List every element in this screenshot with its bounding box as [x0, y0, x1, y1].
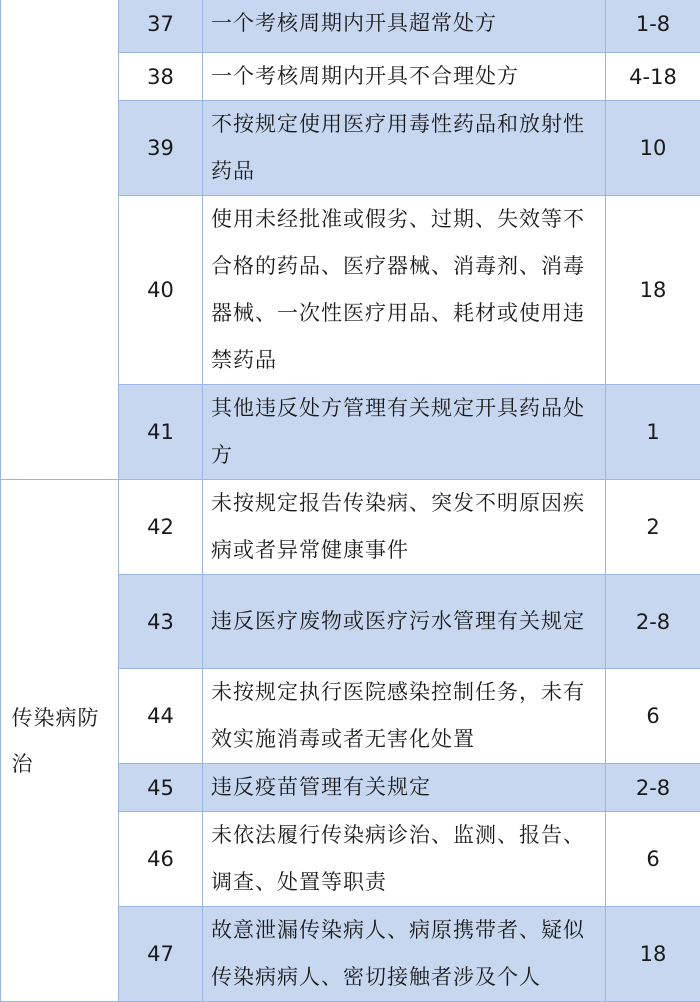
row-number: 44 — [119, 669, 203, 764]
row-score: 1-8 — [606, 0, 700, 53]
row-score: 2 — [606, 480, 700, 575]
category-cell — [1, 480, 119, 1002]
row-score: 18 — [606, 196, 700, 385]
row-description: 一个考核周期内开具不合理处方 — [203, 53, 606, 101]
row-description: 未依法履行传染病诊治、监测、报告、调查、处置等职责 — [203, 812, 606, 907]
row-score: 10 — [606, 101, 700, 196]
row-number: 47 — [119, 907, 203, 1002]
row-number: 38 — [119, 53, 203, 101]
row-number: 46 — [119, 812, 203, 907]
category-cell-previous — [1, 0, 119, 480]
row-score: 6 — [606, 669, 700, 764]
row-number: 37 — [119, 0, 203, 53]
row-description: 一个考核周期内开具超常处方 — [203, 0, 606, 53]
row-number: 41 — [119, 385, 203, 480]
row-number: 42 — [119, 480, 203, 575]
row-number: 43 — [119, 575, 203, 669]
table-row — [1, 0, 700, 53]
row-score: 1 — [606, 385, 700, 480]
row-number: 45 — [119, 764, 203, 812]
row-description: 违反疫苗管理有关规定 — [203, 764, 606, 812]
row-score: 6 — [606, 812, 700, 907]
category-label: 传染病防治 — [8, 695, 112, 787]
row-description: 未按规定执行医院感染控制任务，未有效实施消毒或者无害化处置 — [203, 669, 606, 764]
row-score: 4-18 — [606, 53, 700, 101]
row-description: 违反医疗废物或医疗污水管理有关规定 — [203, 575, 606, 669]
row-score: 2-8 — [606, 764, 700, 812]
row-score: 18 — [606, 907, 700, 1002]
table-row — [1, 480, 700, 575]
row-description: 其他违反处方管理有关规定开具药品处方 — [203, 385, 606, 480]
row-score: 2-8 — [606, 575, 700, 669]
row-number: 39 — [119, 101, 203, 196]
row-description: 故意泄漏传染病人、病原携带者、疑似传染病病人、密切接触者涉及个人 — [203, 907, 606, 1002]
row-number: 40 — [119, 196, 203, 385]
row-description: 未按规定报告传染病、突发不明原因疾病或者异常健康事件 — [203, 480, 606, 575]
row-description: 不按规定使用医疗用毒性药品和放射性药品 — [203, 101, 606, 196]
row-description: 使用未经批准或假劣、过期、失效等不合格的药品、医疗器械、消毒剂、消毒器械、一次性医疗用品、耗材或使用违禁药品 — [203, 196, 606, 385]
